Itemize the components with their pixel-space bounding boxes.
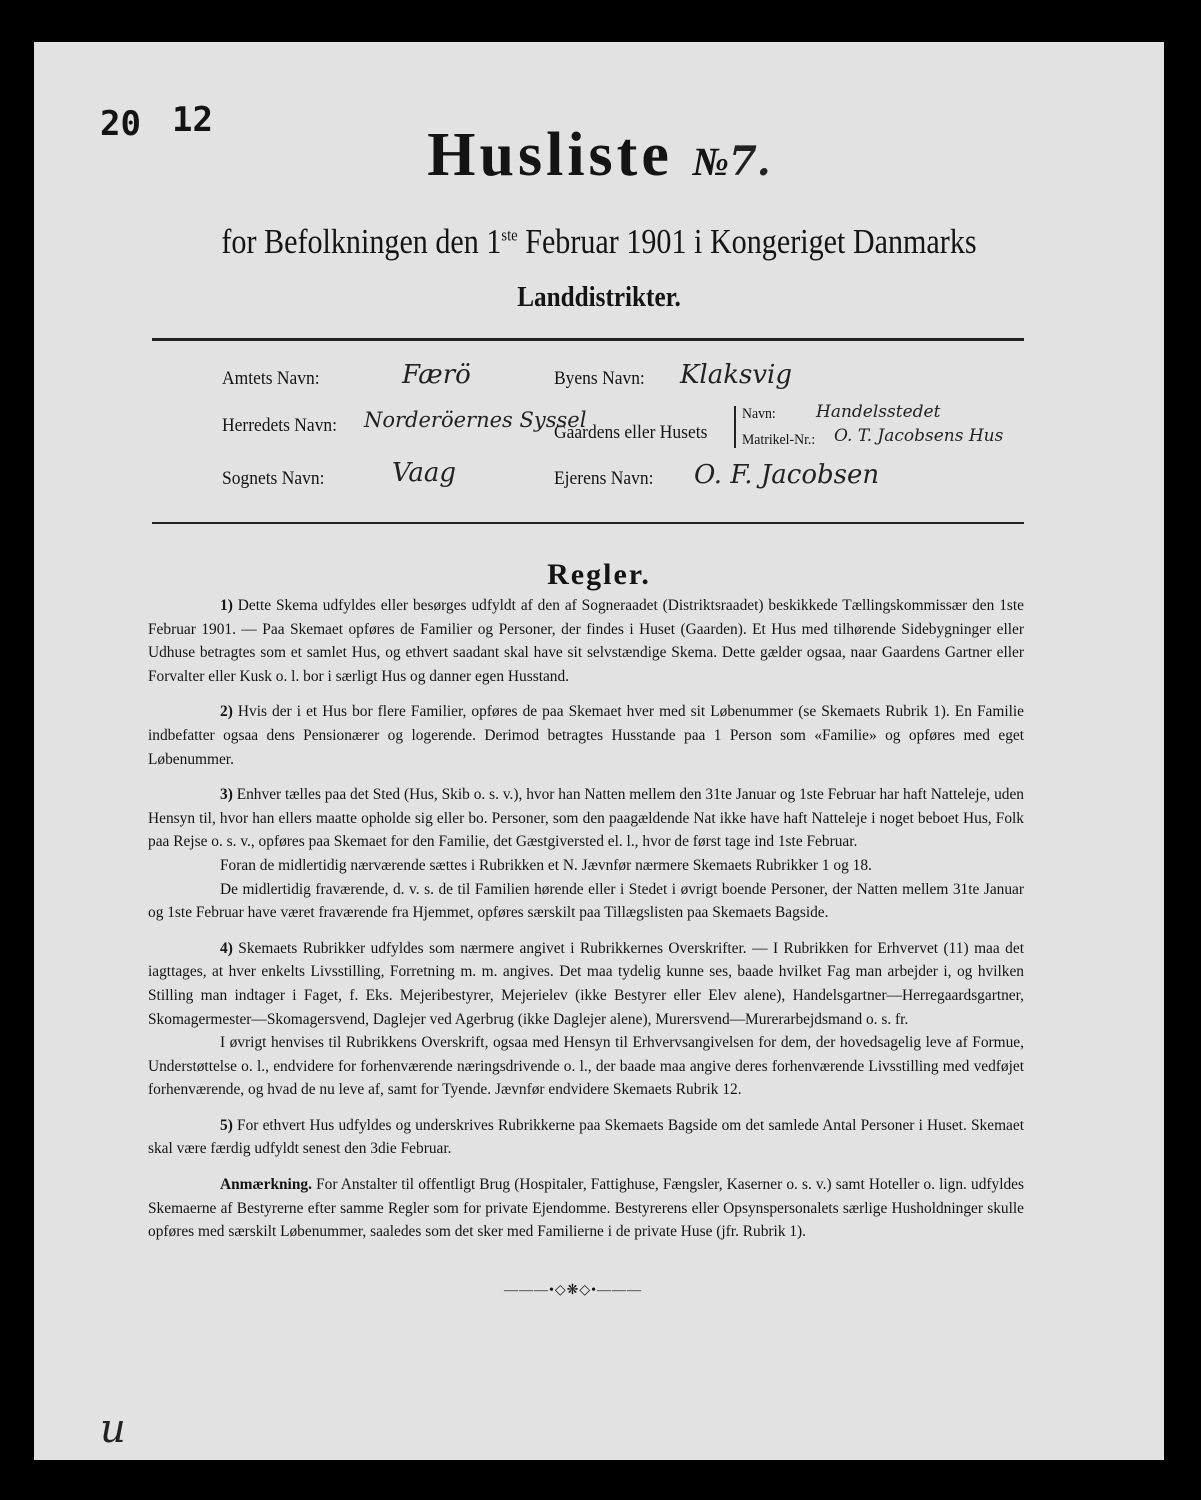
rule-5-number: 5) — [220, 1116, 233, 1134]
rule-3c: De midlertidig fraværende, d. v. s. de til Familien hørende eller i Stedet i øvrigt boende Personer, der Natten mellem 31te Januar og 1ste Februar have været fraværende fra Hjemmet, opføres særskilt paa Tillægslisten paa Skemaets Bagside. — [148, 880, 1024, 922]
corner-number-right: 12 — [172, 100, 213, 140]
matrikel-value: O. T. Jacobsens Hus — [834, 426, 1004, 446]
bottom-divider — [152, 522, 1024, 524]
amt-label: Amtets Navn: — [222, 368, 320, 389]
subtitle-after: Februar 1901 i Kongeriget Danmarks — [517, 222, 977, 261]
herred-label: Herredets Navn: — [222, 415, 338, 436]
annotation — [148, 1173, 1024, 1244]
navn-label: Navn: — [742, 406, 776, 422]
ejer-label: Ejerens Navn: — [554, 468, 654, 489]
by-label: Byens Navn: — [554, 368, 645, 389]
rule-3-number: 3) — [220, 786, 233, 804]
subtitle-sup: ste — [501, 225, 518, 245]
ejer-value: O. F. Jacobsen — [694, 460, 880, 490]
page-title — [34, 120, 1164, 191]
rule-4b: I øvrigt henvises til Rubrikkens Overskrift, ogsaa med Hensyn til Erhvervsangivelsen for dem, der hovedsagelig leve af Formue, Understøttelse o. l., endvidere for forhenværende næringsdrivende o. l., der baade maa angive deres forhenværende Livsstilling med vedføjet forhenværende, og hvad de nu leve af, samt for Tyende. Jævnfør endvidere Skemaets Rubrik 12. — [148, 1034, 1024, 1099]
rule-2 — [148, 700, 1024, 771]
rules-heading: Regler. — [547, 558, 651, 591]
rule-3-text: Enhver tælles paa det Sted (Hus, Skib o. s. v.), hvor han Natten mellem den 31te Januar og 1ste Februar har haft Natteleje, uden Hensyn til, hvor han ellers maatte opholde sig eller bo. Personer, som den paagældende Nat ikke have haft Natteleje i noget beboet Hus, Folk paa Rejse o. s. v., opføres paa Skemaet for den Familie, det Gæstgiversted el. l., hvor de først tage ind 1ste Februar. — [148, 786, 1024, 851]
amt-value: Færö — [402, 360, 471, 390]
subtitle-before: for Befolkningen den 1 — [221, 222, 502, 261]
sogn-label: Sognets Navn: — [222, 468, 325, 489]
rule-3b: Foran de midlertidig nærværende sættes i Rubrikken et N. Jævnfør nærmere Skemaets Rubrikker 1 og 18. — [220, 856, 872, 874]
subtitle — [113, 222, 1085, 262]
rule-2-text: Hvis der i et Hus bor flere Familier, opføres de paa Skemaet hver med sit Løbenummer (se Skemaets Rubrik 1). En Familie indbefatter ogsaa dens Pensionærer og logerende. Derimod betragtes Husstande paa 1 Person som «Familie» og opføres med eget Løbenummer. — [148, 703, 1024, 768]
navn-value: Handelsstedet — [816, 402, 941, 422]
rule-4 — [148, 937, 1024, 1031]
by-value: Klaksvig — [680, 360, 792, 390]
house-number: 7. — [728, 138, 771, 185]
sogn-value: Vaag — [392, 458, 457, 488]
corner-number-left: 20 — [100, 104, 141, 144]
rule-3 — [148, 783, 1024, 854]
title-text: Husliste — [427, 121, 673, 189]
rule-1-text: Dette Skema udfyldes eller besørges udfyldt af den af Sogneraadet (Distriktsraadet) beskikkede Tællingskommissær den 1ste Februar 1901. — Paa Skemaet opføres de Familier og Personer, der findes i Huset (Gaarden). Et Hus med tilhørende Sidebygninger eller Udhuse betragtes som et samlet Hus, og ethvert saadant skal have sit selvstændige Skema. Dette gælder ogsaa, naar Gaardens Gartner eller Forvalter eller Kusk o. l. bor i særligt Hus og danner egen Husstand. — [148, 597, 1024, 685]
number-prefix: № — [692, 139, 729, 184]
rule-2-number: 2) — [220, 703, 233, 721]
herred-value: Norderöernes Syssel — [364, 408, 587, 432]
rule-4-number: 4) — [220, 939, 233, 957]
rule-1 — [148, 594, 1024, 688]
ornament-divider: ———•◇❋◇•——— — [504, 1283, 643, 1298]
rule-1-number: 1) — [220, 597, 233, 614]
annotation-text: For Anstalter til offentligt Brug (Hospitaler, Fattighuse, Fængsler, Kaserner o. s. v.) samt Hoteller o. lign. udfyldes Skemaerne af Bestyrerne efter samme Regler som for private Ejendomme. Bestyrerens eller Opsynspersonalets særlige Husholdninger skulle opføres med særskilt Løbenummer, saaledes som det sker med Familierne i de private Huse (jfr. Rubrik 1). — [148, 1176, 1024, 1241]
rule-4-text: Skemaets Rubrikker udfyldes som nærmere angivet i Rubrikkernes Overskrifter. — I Rubrikken for Erhvervet (11) maa det iagttages, at hver enkelts Livsstilling, Forretning m. m. angives. Det maa tydelig kunne ses, baade hvilket Fag man arbejder i, og hvilken Stilling man indtager i Faget, f. Eks. Mejeribestyrer, Mejerielev (ikke Bestyrer eller Elev alene), Handelsgartner—Herregaardsgartner, Skomagermester—Skomagersvend, Daglejer ved Agerbrug (ikke Daglejer alene), Murersvend—Murerarbejdsmand o. s. fr. — [148, 939, 1024, 1028]
rule-5 — [148, 1114, 1024, 1161]
rule-5-text: For ethvert Hus udfyldes og underskrives Rubrikkerne paa Skemaets Bagside om det samlede Antal Personer i Huset. Skemaet skal være færdig udfyldt senest den 3die Februar. — [148, 1116, 1024, 1158]
bottom-pencil-mark: u — [100, 1406, 126, 1452]
gaard-label: Gaardens eller Husets — [554, 422, 708, 443]
matrikel-label: Matrikel-Nr.: — [742, 432, 816, 448]
rules-text — [148, 594, 1024, 1256]
field-brace — [734, 406, 736, 448]
annotation-label: Anmærkning. — [220, 1176, 312, 1194]
top-divider — [152, 338, 1024, 341]
district-heading: Landdistrikter. — [517, 282, 681, 313]
census-form-page — [34, 42, 1164, 1460]
